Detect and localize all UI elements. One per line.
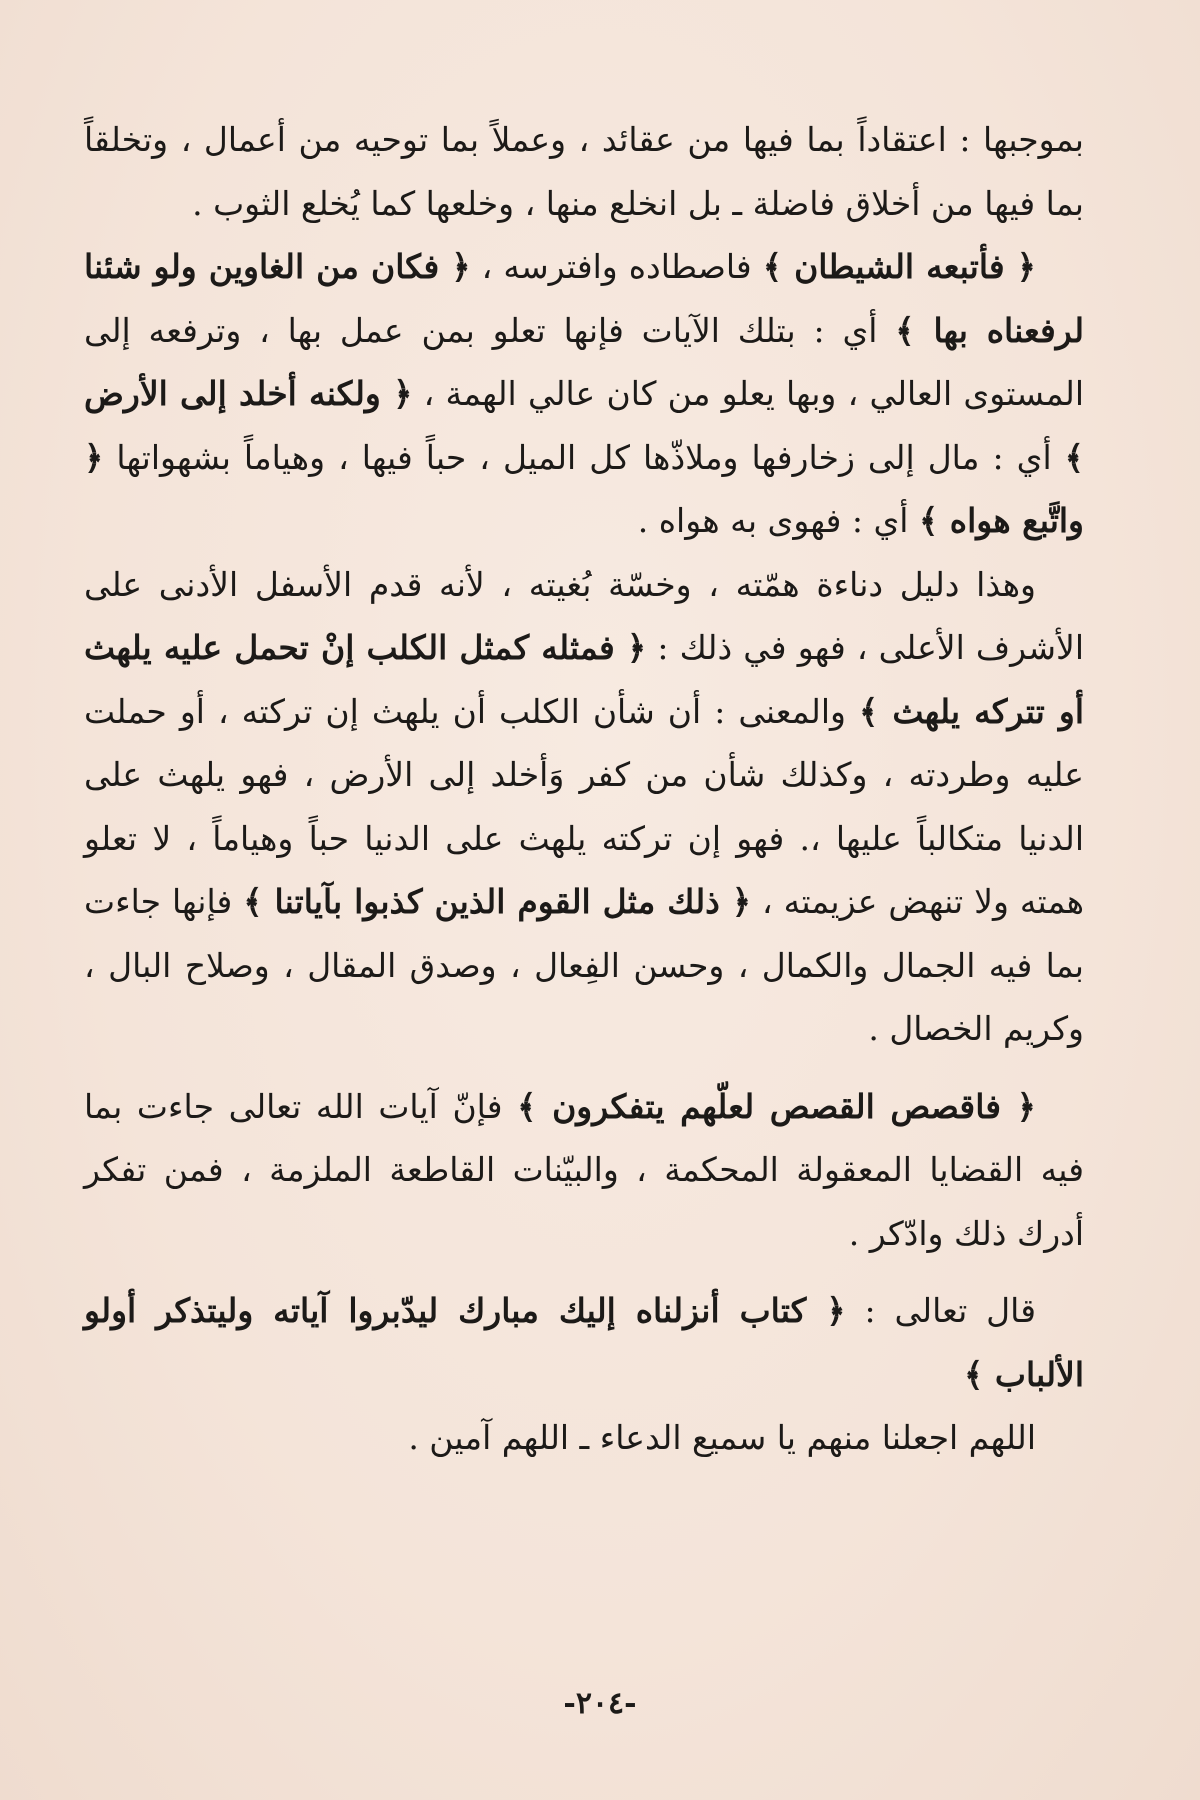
paragraph xyxy=(84,1279,1084,1406)
paragraph xyxy=(84,108,1084,235)
commentary-text: وهذا دليل دناءة همّته ، وخسّة بُغيته ، لأنه قدم الأسفل الأدنى على الأشرف الأعلى ، فهو في ذلك : xyxy=(84,564,1084,667)
commentary-text: أي : بتلك الآيات فإنها تعلو بمن عمل بها ، وترفعه إلى المستوى العالي ، وبها يعلو من كان عالي الهمة ، xyxy=(84,310,1084,413)
paragraph xyxy=(84,235,1084,553)
commentary-text: أي : فهوى به هواه . xyxy=(637,501,919,540)
quran-verse: ﴿ فاقصص القصص لعلّهم يتفكرون ﴾ xyxy=(517,1086,1036,1126)
paragraph xyxy=(84,1075,1084,1266)
commentary-text: فإنها جاءت بما فيه الجمال والكمال ، وحسن الفِعال ، وصدق المقال ، وصلاح البال ، وكريم الخصال . xyxy=(84,882,1084,1048)
quran-verse: ﴿ ولكنه أخلد إلى الأرض ﴾ xyxy=(84,374,1085,477)
quran-verse: ﴿ فكان من الغاوين ولو شئنا لرفعناه بها ﴾ xyxy=(84,247,1084,350)
commentary-text: أي : مال إلى زخارفها وملاذّها كل الميل ، حباً فيها ، وهياماً بشهواتها xyxy=(103,437,1065,477)
quran-verse: ﴿ واتَّبع هواه ﴾ xyxy=(84,437,1084,540)
commentary-text: بموجبها : اعتقاداً بما فيها من عقائد ، وعملاً بما توحيه من أعمال ، وتخلقاً بما فيها من أخلاق فاضلة ـ بل انخلع منها ، وخلعها كما يُخلع الثوب . xyxy=(84,120,1084,223)
commentary-text: قال تعالى : xyxy=(845,1291,1036,1330)
quran-verse: ﴿ فمثله كمثل الكلب إنْ تحمل عليه يلهث أو تتركه يلهث ﴾ xyxy=(84,628,1084,731)
body-text xyxy=(84,108,1084,1470)
commentary-text: فإنّ آيات الله تعالى جاءت بما فيه القضايا المعقولة المحكمة ، والبيّنات القاطعة الملزمة ، فمن تفكر أدرك ذلك وادّكر . xyxy=(84,1086,1084,1253)
quran-verse: ﴿ ذلك مثل القوم الذين كذبوا بآياتنا ﴾ xyxy=(243,882,752,921)
commentary-text: اللهم اجعلنا منهم يا سميع الدعاء ـ اللهم آمين . xyxy=(408,1418,1036,1457)
paragraph xyxy=(84,553,1084,1061)
paragraph xyxy=(84,1406,1084,1470)
commentary-text: والمعنى : أن شأن الكلب أن يلهث إن تركته ، أو حملت عليه وطردته ، وكذلك شأن من كفر وَأخلد إلى الأرض ، فهو يلهث على الدنيا متكالباً عليها ،. فهو إن تركته يلهث على الدنيا حباً وهياماً ، لا تعلو همته ولا تنهض عزيمته ، xyxy=(84,691,1084,921)
commentary-text: فاصطاده وافترسه ، xyxy=(470,247,763,286)
quran-verse: ﴿ فأتبعه الشيطان ﴾ xyxy=(762,247,1037,286)
quran-verse: ﴿ كتاب أنزلناه إليك مبارك ليدّبروا آياته وليتذكر أولو الألباب ﴾ xyxy=(84,1291,1084,1394)
page-number: -٢٠٤- xyxy=(563,1686,637,1721)
